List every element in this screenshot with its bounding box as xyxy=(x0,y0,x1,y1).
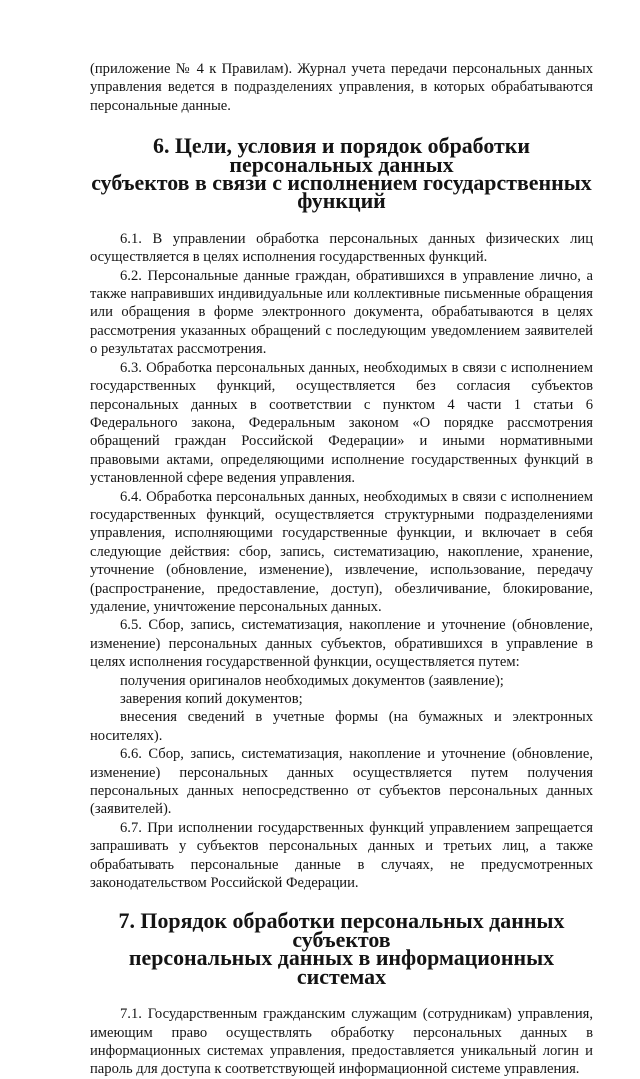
section-6-title-line-1: 6. Цели, условия и порядок обработки персональных данных xyxy=(153,133,530,177)
paragraph-6-7: 6.7. При исполнении государственных функций управлением запрещается запрашивать у субъектов персональных данных и третьих лиц, а также обрабатывать персональные данные в случаях, не предусмотренных законодательством Российской Федерации. xyxy=(90,819,593,892)
paragraph-6-2: 6.2. Персональные данные граждан, обратившихся в управление лично, а также направивших индивидуальные или коллективные письменные обращения или обращения в форме электронного документа, обрабатываются в целях рассмотрения указанных обращений с последующим уведомлением заявителей о результатах рассмотрения. xyxy=(90,267,593,358)
paragraph-6-4: 6.4. Обработка персональных данных, необходимых в связи с исполнением государственных функций, осуществляется структурными подразделениями управления, исполняющими государственные функции, и включает в себя следующие действия: сбор, запись, систематизацию, накопление, хранение, уточнение (обновление, изменение), извлечение, использование, передачу (распространение, предоставление, доступ), обезличивание, блокирование, удаление, уничтожение персональных данных. xyxy=(90,488,593,615)
intro-paragraph: (приложение № 4 к Правилам). Журнал учета передачи персональных данных управления ведется в подразделениях управления, в которых обрабатываются персональные данные. xyxy=(90,61,593,114)
section-7-title-line-2: персональных данных в информационных системах xyxy=(128,945,555,989)
document-page xyxy=(90,60,593,1079)
section-7-heading xyxy=(90,908,593,989)
paragraph-7-1: 7.1. Государственным гражданским служащим (сотрудникам) управления, имеющим право осуществлять обработку персональных данных в информационных системах управления, предоставляется уникальный логин и пароль для доступа к соответствующей информационной системе управления. xyxy=(90,1006,593,1078)
paragraph-6-3: 6.3. Обработка персональных данных, необходимых в связи с исполнением государственных функций, осуществляется без согласия субъектов персональных данных в соответствии с пунктом 4 части 1 статьи 6 Федерального закона, Федеральным законом «О порядке рассмотрения обращений граждан Российской Федерации» и иными нормативными правовыми актами, определяющими исполнение государственных функций в установленной сфере ведения управления. xyxy=(90,359,593,487)
section-6-title-line-2: субъектов в связи с исполнением государственных функций xyxy=(91,170,592,214)
paragraph-6-5-item-c: внесения сведений в учетные формы (на бумажных и электронных носителях). xyxy=(90,709,593,744)
paragraph-6-5: 6.5. Сбор, запись, систематизация, накопление и уточнение (обновление, изменение) персональных данных субъектов, обратившихся в управление в целях исполнения государственной функции, осуществляется путем: xyxy=(90,617,593,671)
paragraph-6-5-item-a: получения оригиналов необходимых документов (заявление); xyxy=(120,672,504,689)
section-7-title-line-1: 7. Порядок обработки персональных данных субъектов xyxy=(118,908,565,952)
paragraph-6-6: 6.6. Сбор, запись, систематизация, накопление и уточнение (обновление, изменение) персональных данных осуществляется путем получения персональных данных непосредственно от субъектов персональных данных (заявителей). xyxy=(90,746,593,818)
paragraph-6-5-item-b: заверения копий документов; xyxy=(120,691,303,707)
paragraph-6-1: 6.1. В управлении обработка персональных данных физических лиц осуществляется в целях исполнения государственных функций. xyxy=(90,230,593,266)
section-6-heading xyxy=(90,133,593,214)
